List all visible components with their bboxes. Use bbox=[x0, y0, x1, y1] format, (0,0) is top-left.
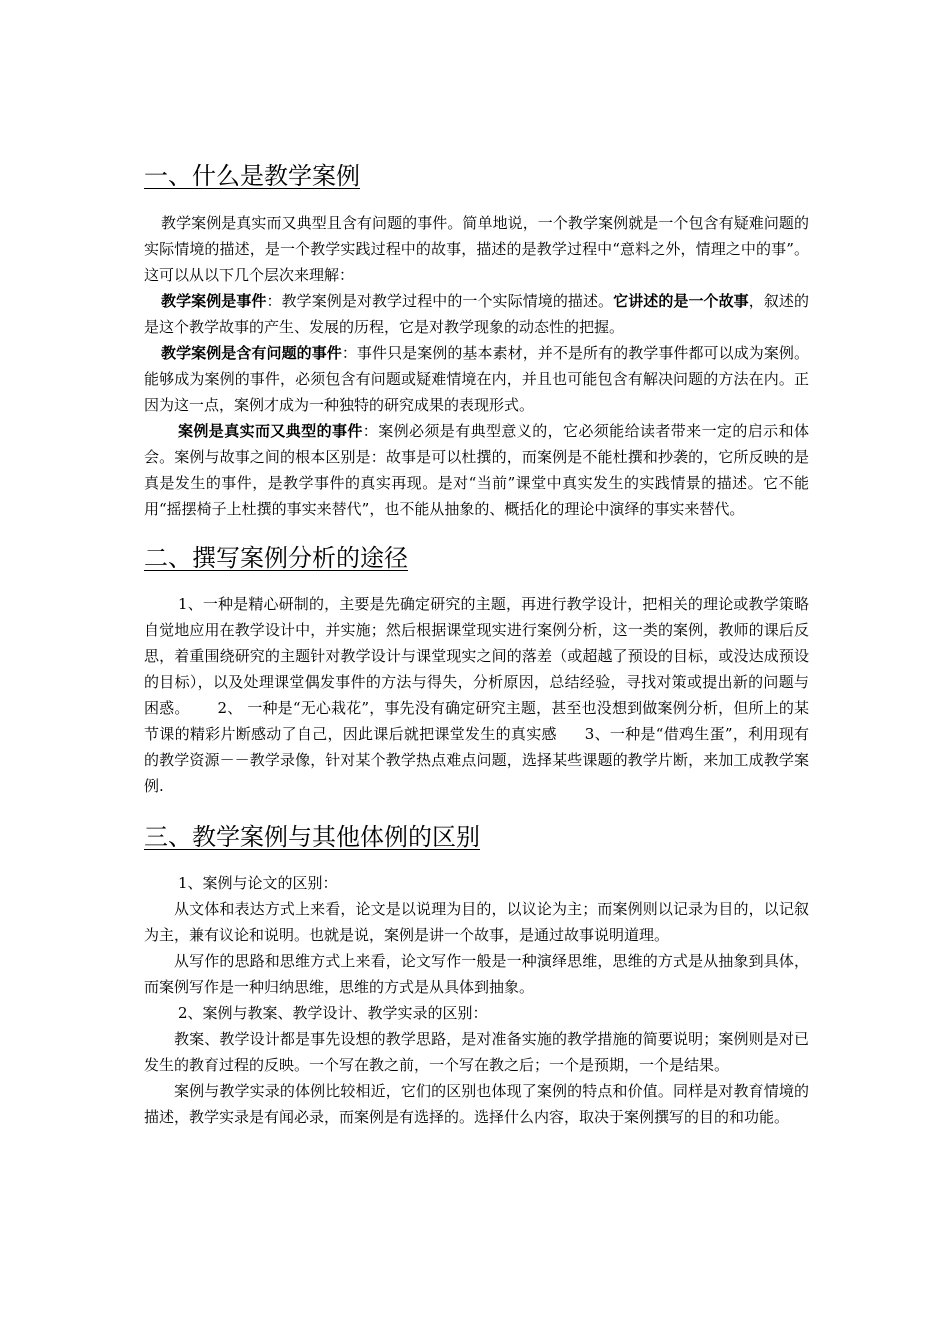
point-2-heading: 教学案例是含有问题的事件 bbox=[161, 344, 342, 362]
section-1-intro: 教学案例是真实而又典型且含有问题的事件。简单地说，一个教学案例就是一个包含有疑难问题的实际情境的描述，是一个教学实践过程中的故事，描述的是教学过程中“意料之外，情理之中的事”。这可以从以下几个层次来理解： bbox=[144, 214, 809, 284]
approach-3: 3、一种是“借鸡生蛋”，利用现有的教学资源－－教学录像，针对某个教学热点难点问题，选择某些课题的教学片断，来加工成教学案例. bbox=[144, 725, 809, 795]
point-1-heading-2: 它讲述的是一个故事 bbox=[613, 292, 749, 310]
section-3-paragraph-1: 从文体和表达方式上来看，论文是以说理为目的，以议论为主；而案例则以记录为目的，以记叙为主，兼有议论和说明。也就是说，案例是讲一个故事，是通过故事说明道理。 bbox=[144, 900, 809, 944]
section-3-paragraph-3: 教案、教学设计都是事先设想的教学思路，是对准备实施的教学措施的简要说明；案例则是对已发生的教育过程的反映。一个写在教之前，一个写在教之后；一个是预期，一个是结果。 bbox=[144, 1030, 809, 1074]
section-1-title: 一、什么是教学案例 bbox=[144, 162, 360, 190]
point-3-heading: 案例是真实而又典型的事件 bbox=[178, 422, 363, 440]
section-1-point-1 bbox=[144, 288, 809, 340]
point-2-text: ：事件只是案例的基本素材，并不是所有的教学事件都可以成为案例。能够成为案例的事件，必须包含有问题或疑难情境在内，并且也可能包含有解决问题的方法在内。正因为这一点，案例才成为一种独特的研究成果的表现形式。 bbox=[144, 344, 809, 414]
point-3-text: ：案例必须是有典型意义的，它必须能给读者带来一定的启示和体会。案例与故事之间的根本区别是：故事是可以杜撰的，而案例是不能杜撰和抄袭的，它所反映的是真是发生的事件，是教学事件的真实再现。是对“当前”课堂中真实发生的实践情景的描述。它不能用“摇摆椅子上杜撰的事实来替代”，也不能从抽象的、概括化的理论中演绎的事实来替代。 bbox=[144, 422, 809, 518]
section-3-title: 三、教学案例与其他体例的区别 bbox=[144, 823, 480, 851]
approach-2: 2、 一种是“无心栽花”，事先没有确定研究主题，甚至也没想到做案例分析，但所上的某节课的精彩片断感动了自己，因此课后就把课堂发生的真实感 bbox=[144, 699, 809, 743]
section-3-subheading-2: 2、案例与教案、教学设计、教学实录的区别： bbox=[178, 1004, 488, 1022]
section-2-paragraph bbox=[144, 591, 809, 799]
section-1-point-3 bbox=[144, 418, 809, 522]
section-3-subheading-1: 1、案例与论文的区别： bbox=[178, 874, 338, 892]
point-1-text-a: ：教学案例是对教学过程中的一个实际情境的描述。 bbox=[266, 292, 614, 310]
point-1-text-b: ，叙述的是这个教学故事的产生、发展的历程，它是对教学现象的动态性的把握。 bbox=[144, 292, 809, 336]
section-3-paragraph-4: 案例与教学实录的体例比较相近，它们的区别也体现了案例的特点和价值。同样是对教育情境的描述，教学实录是有闻必录，而案例是有选择的。选择什么内容，取决于案例撰写的目的和功能。 bbox=[144, 1082, 809, 1126]
section-1-point-2 bbox=[144, 340, 809, 418]
approach-1: 1、一种是精心研制的，主要是先确定研究的主题，再进行教学设计，把相关的理论或教学策略自觉地应用在教学设计中，并实施；然后根据课堂现实进行案例分析，这一类的案例，教师的课后反思，着重围绕研究的主题针对教学设计与课堂现实之间的落差（或超越了预设的目标，或没达成预设的目标），以及处理课堂偶发事件的方法与得失，分析原因，总结经验，寻找对策或提出新的问题与困惑。 bbox=[144, 595, 809, 717]
section-3-paragraph-2: 从写作的思路和思维方式上来看，论文写作一般是一种演绎思维，思维的方式是从抽象到具体，而案例写作是一种归纳思维，思维的方式是从具体到抽象。 bbox=[144, 952, 809, 996]
point-1-heading: 教学案例是事件 bbox=[161, 292, 267, 310]
section-2-title: 二、撰写案例分析的途径 bbox=[144, 544, 408, 572]
document-page bbox=[144, 158, 809, 1130]
